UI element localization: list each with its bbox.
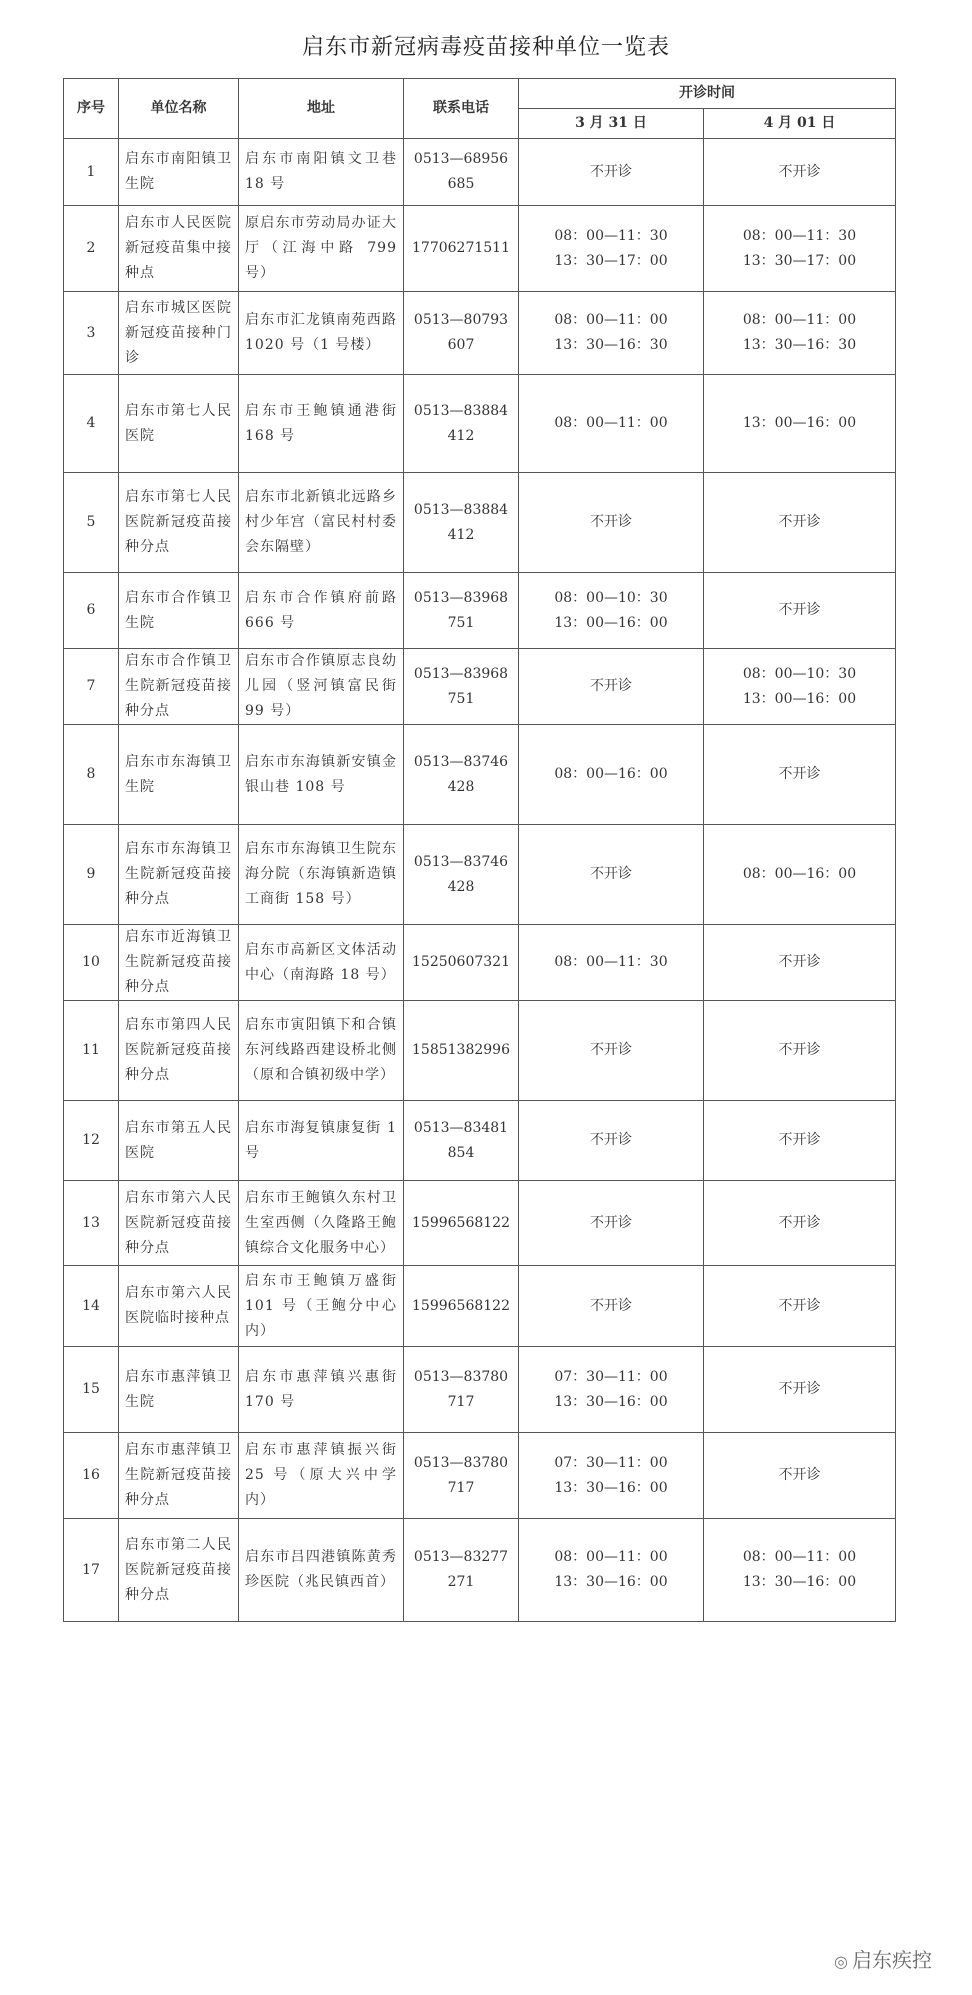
site-address [239, 1266, 404, 1347]
table-row [64, 206, 896, 292]
table-row [64, 1181, 896, 1266]
site-phone [404, 825, 519, 925]
hours-day2 [704, 1519, 896, 1622]
hours-day2 [704, 1001, 896, 1101]
site-address-text: 启东市寅阳镇下和合镇东河线路西建设桥北侧（原和合镇初级中学） [245, 1017, 397, 1083]
hours-day2-text: 08：00—16：00 [742, 866, 857, 882]
row-index-text: 17 [82, 1561, 100, 1578]
hours-day2-text: 不开诊 [778, 1042, 821, 1058]
site-name-text: 启东市第五人民医院 [125, 1119, 232, 1161]
hours-day2-text: 08：00—11：30 13：30—17：00 [742, 227, 857, 269]
hours-day2 [704, 1433, 896, 1519]
hours-day1-text: 08：00—10：30 13：00—16：00 [554, 589, 668, 631]
hours-day2 [704, 825, 896, 925]
hours-day1-text: 07：30—11：00 13：30—16：00 [554, 1368, 668, 1410]
row-index [64, 1433, 119, 1519]
hours-day2-text: 不开诊 [778, 1297, 821, 1314]
site-address-text: 启东市东海镇卫生院东海分院（东海镇新造镇工商街 158 号） [245, 841, 397, 907]
site-name [119, 1519, 239, 1622]
site-phone [404, 573, 519, 649]
site-name-text: 启东市惠萍镇卫生院 [125, 1368, 232, 1410]
hours-day1 [519, 725, 704, 825]
row-index-text: 11 [82, 1042, 100, 1058]
site-phone [404, 292, 519, 375]
row-index [64, 206, 119, 292]
site-phone [404, 1519, 519, 1622]
site-address-text: 启东市海复镇康复街 1 号 [245, 1119, 397, 1161]
site-phone-text: 0513—83884412 [413, 402, 509, 444]
site-address [239, 375, 404, 473]
site-phone [404, 1001, 519, 1101]
site-phone-text: 0513—83746428 [413, 753, 509, 795]
hours-day1 [519, 1519, 704, 1622]
site-name-text: 启东市南阳镇卫生院 [125, 151, 232, 192]
site-phone [404, 1181, 519, 1266]
row-index [64, 1519, 119, 1622]
header-day2: 4 月 01 日 [704, 109, 896, 139]
hours-day1 [519, 375, 704, 473]
row-index-text: 3 [86, 324, 96, 341]
header-day1: 3 月 31 日 [519, 109, 704, 139]
table-row [64, 1101, 896, 1181]
site-phone [404, 206, 519, 292]
site-address-text: 启东市高新区文体活动中心（南海路 18 号） [245, 941, 397, 983]
hours-day1 [519, 139, 704, 206]
site-phone-text: 15851382996 [412, 1042, 510, 1058]
site-phone-text: 15996568122 [412, 1214, 510, 1231]
hours-day1 [519, 573, 704, 649]
site-address-text: 原启东市劳动局办证大厅（江海中路 799 号） [245, 215, 397, 281]
row-index-text: 4 [86, 415, 96, 431]
table-row [64, 1266, 896, 1347]
site-address-text: 启东市合作镇府前路 666 号 [245, 589, 397, 631]
hours-day2 [704, 1266, 896, 1347]
site-name [119, 1266, 239, 1347]
hours-day1-text: 08：00—11：30 13：30—17：00 [554, 227, 668, 269]
wechat-icon: ◎ [834, 1952, 848, 1971]
site-name [119, 925, 239, 1001]
header-index: 序号 [64, 79, 119, 139]
site-name-text: 启东市第四人民医院新冠疫苗接种分点 [125, 1017, 232, 1083]
site-name [119, 292, 239, 375]
hours-day2-text: 不开诊 [778, 1381, 821, 1397]
row-index [64, 1181, 119, 1266]
hours-day2-text: 13：00—16：00 [742, 415, 857, 431]
hours-day1 [519, 1001, 704, 1101]
site-name [119, 375, 239, 473]
watermark [834, 1944, 932, 1973]
site-phone-text: 0513—68956685 [413, 151, 509, 192]
hours-day2 [704, 1347, 896, 1433]
table-row [64, 1519, 896, 1622]
hours-day2 [704, 292, 896, 375]
hours-day2 [704, 725, 896, 825]
site-phone [404, 1347, 519, 1433]
hours-day2-text: 不开诊 [778, 1214, 821, 1231]
hours-day1-text: 不开诊 [590, 1297, 632, 1314]
row-index-text: 13 [82, 1214, 100, 1231]
site-name [119, 1433, 239, 1519]
table-row [64, 1347, 896, 1433]
row-index-text: 6 [86, 602, 96, 618]
site-name-text: 启东市第七人民医院 [125, 402, 232, 444]
site-address-text: 启东市王鲍镇万盛街 101 号（王鲍分中心内） [245, 1272, 397, 1339]
site-name-text: 启东市第二人民医院新冠疫苗接种分点 [125, 1536, 232, 1603]
header-phone: 联系电话 [404, 79, 519, 139]
site-name [119, 1181, 239, 1266]
hours-day2 [704, 375, 896, 473]
site-phone-text: 15996568122 [412, 1297, 510, 1314]
row-index-text: 8 [86, 766, 96, 782]
hours-day2-text: 不开诊 [778, 766, 821, 782]
hours-day2-text: 08：00—11：00 13：30—16：30 [742, 312, 857, 353]
hours-day1-text: 不开诊 [590, 866, 632, 882]
hours-day2 [704, 1101, 896, 1181]
hours-day1 [519, 925, 704, 1001]
site-name [119, 725, 239, 825]
hours-day1-text: 不开诊 [590, 514, 632, 530]
hours-day1-text: 不开诊 [590, 1132, 632, 1148]
row-index-text: 10 [82, 954, 100, 970]
page-title: 启东市新冠病毒疫苗接种单位一览表 [301, 35, 670, 60]
site-address [239, 1347, 404, 1433]
row-index-text: 1 [86, 163, 96, 180]
site-name-text: 启东市人民医院新冠疫苗集中接种点 [125, 215, 232, 281]
site-address-text: 启东市王鲍镇通港街 168 号 [245, 402, 397, 444]
hours-day2 [704, 925, 896, 1001]
site-address [239, 573, 404, 649]
site-phone [404, 1433, 519, 1519]
hours-day1 [519, 1433, 704, 1519]
site-name [119, 1101, 239, 1181]
site-phone-text: 15250607321 [412, 954, 510, 970]
hours-day1-text: 08：00—11：00 13：30—16：30 [554, 312, 668, 353]
site-phone-text: 0513—83884412 [413, 501, 509, 543]
table-row [64, 292, 896, 375]
hours-day2 [704, 206, 896, 292]
hours-day1 [519, 825, 704, 925]
site-name-text: 启东市合作镇卫生院 [125, 589, 232, 631]
site-name [119, 1001, 239, 1101]
header-address: 地址 [239, 79, 404, 139]
hours-day2-text: 不开诊 [778, 1132, 821, 1148]
site-name [119, 1347, 239, 1433]
site-name-text: 启东市惠萍镇卫生院新冠疫苗接种分点 [125, 1442, 232, 1508]
site-address-text: 启东市惠萍镇兴惠街 170 号 [245, 1368, 397, 1410]
site-address [239, 925, 404, 1001]
site-name [119, 206, 239, 292]
hours-day2 [704, 139, 896, 206]
hours-day2 [704, 1181, 896, 1266]
site-address [239, 725, 404, 825]
site-phone [404, 375, 519, 473]
site-name [119, 825, 239, 925]
row-index [64, 825, 119, 925]
hours-day1 [519, 292, 704, 375]
site-address [239, 292, 404, 375]
row-index-text: 2 [86, 240, 96, 256]
hours-day1-text: 不开诊 [590, 678, 632, 694]
hours-day1-text: 不开诊 [590, 163, 632, 180]
site-name [119, 473, 239, 573]
site-name-text: 启东市合作镇卫生院新冠疫苗接种分点 [125, 653, 232, 719]
site-address [239, 1181, 404, 1266]
row-index [64, 375, 119, 473]
watermark-text: 启东疾控 [852, 1948, 932, 1972]
hours-day1 [519, 473, 704, 573]
site-phone [404, 1266, 519, 1347]
site-address [239, 139, 404, 206]
hours-day2 [704, 573, 896, 649]
site-name-text: 启东市第六人民医院新冠疫苗接种分点 [125, 1189, 232, 1256]
row-index [64, 725, 119, 825]
hours-day2-text: 不开诊 [778, 602, 821, 618]
hours-day1 [519, 1101, 704, 1181]
hours-day1-text: 不开诊 [590, 1042, 632, 1058]
site-address [239, 206, 404, 292]
table-row [64, 573, 896, 649]
row-index [64, 925, 119, 1001]
vaccination-sites-table [63, 78, 896, 1622]
site-phone-text: 17706271511 [412, 240, 510, 256]
table-row [64, 725, 896, 825]
site-name-text: 启东市东海镇卫生院 [125, 753, 232, 795]
site-address-text: 启东市吕四港镇陈黄秀珍医院（兆民镇西首） [245, 1549, 397, 1590]
site-phone-text: 0513—83968751 [413, 589, 509, 631]
site-phone-text: 0513—83277271 [413, 1549, 509, 1590]
row-index-text: 12 [82, 1132, 100, 1148]
hours-day1-text: 不开诊 [590, 1214, 632, 1231]
table-row [64, 375, 896, 473]
hours-day2-text: 不开诊 [778, 163, 821, 180]
header-hours: 开诊时间 [519, 79, 896, 109]
site-address [239, 1433, 404, 1519]
site-address-text: 启东市汇龙镇南苑西路 1020 号（1 号楼） [245, 312, 397, 353]
site-address [239, 473, 404, 573]
site-phone-text: 0513—83968751 [413, 665, 509, 707]
row-index [64, 1101, 119, 1181]
site-name [119, 573, 239, 649]
site-phone [404, 473, 519, 573]
hours-day2 [704, 473, 896, 573]
hours-day1-text: 08：00—11：00 [554, 415, 668, 431]
row-index-text: 14 [82, 1297, 100, 1314]
site-phone-text: 0513—83481854 [413, 1119, 509, 1161]
site-phone-text: 0513—83746428 [413, 853, 509, 895]
row-index-text: 16 [82, 1467, 100, 1483]
site-address [239, 1101, 404, 1181]
site-address-text: 启东市合作镇原志良幼儿园（竖河镇富民街 99 号） [245, 653, 397, 719]
site-phone [404, 649, 519, 725]
row-index [64, 292, 119, 375]
site-address [239, 1519, 404, 1622]
row-index [64, 1347, 119, 1433]
site-phone [404, 139, 519, 206]
site-address [239, 1001, 404, 1101]
site-phone-text: 0513—83780717 [413, 1368, 509, 1410]
row-index [64, 1001, 119, 1101]
site-name-text: 启东市东海镇卫生院新冠疫苗接种分点 [125, 841, 232, 907]
hours-day1 [519, 206, 704, 292]
site-phone [404, 725, 519, 825]
site-address-text: 启东市惠萍镇振兴街 25 号（原大兴中学内） [245, 1442, 397, 1508]
hours-day2-text: 不开诊 [778, 514, 821, 530]
site-address [239, 825, 404, 925]
row-index-text: 7 [86, 678, 96, 694]
site-address [239, 649, 404, 725]
hours-day1-text: 08：00—16：00 [554, 766, 668, 782]
hours-day1 [519, 1266, 704, 1347]
row-index [64, 473, 119, 573]
site-address-text: 启东市东海镇新安镇金银山巷 108 号 [245, 753, 397, 795]
table-row [64, 925, 896, 1001]
table-row [64, 473, 896, 573]
row-index [64, 573, 119, 649]
hours-day1 [519, 1347, 704, 1433]
table-row [64, 825, 896, 925]
site-address-text: 启东市北新镇北远路乡村少年宫（富民村村委会东隔壁） [245, 489, 397, 555]
row-index [64, 1266, 119, 1347]
site-name-text: 启东市城区医院新冠疫苗接种门诊 [125, 299, 232, 366]
site-name [119, 649, 239, 725]
site-phone [404, 1101, 519, 1181]
site-phone [404, 925, 519, 1001]
site-name [119, 139, 239, 206]
hours-day2-text: 08：00—11：00 13：30—16：00 [742, 1549, 857, 1590]
hours-day1 [519, 1181, 704, 1266]
row-index [64, 649, 119, 725]
site-phone-text: 0513—80793607 [413, 312, 509, 353]
row-index-text: 9 [86, 866, 96, 882]
table-row [64, 649, 896, 725]
table-row [64, 1001, 896, 1101]
hours-day1 [519, 649, 704, 725]
table-row [64, 139, 896, 206]
site-name-text: 启东市第六人民医院临时接种点 [125, 1285, 232, 1326]
hours-day2-text: 不开诊 [778, 954, 821, 970]
row-index-text: 15 [82, 1381, 100, 1397]
hours-day1-text: 07：30—11：00 13：30—16：00 [554, 1454, 668, 1496]
site-address-text: 启东市南阳镇文卫巷 18 号 [245, 151, 397, 192]
hours-day1-text: 08：00—11：00 13：30—16：00 [554, 1549, 668, 1590]
hours-day1-text: 08：00—11：30 [554, 954, 668, 970]
site-name-text: 启东市近海镇卫生院新冠疫苗接种分点 [125, 929, 232, 995]
hours-day2 [704, 649, 896, 725]
site-name-text: 启东市第七人民医院新冠疫苗接种分点 [125, 489, 232, 555]
hours-day2-text: 08：00—10：30 13：00—16：00 [742, 665, 857, 707]
hours-day2-text: 不开诊 [778, 1467, 821, 1483]
table-row [64, 1433, 896, 1519]
row-index-text: 5 [86, 514, 96, 530]
site-address-text: 启东市王鲍镇久东村卫生室西侧（久隆路王鲍镇综合文化服务中心） [245, 1189, 397, 1256]
site-phone-text: 0513—83780717 [413, 1454, 509, 1496]
row-index [64, 139, 119, 206]
header-name: 单位名称 [119, 79, 239, 139]
